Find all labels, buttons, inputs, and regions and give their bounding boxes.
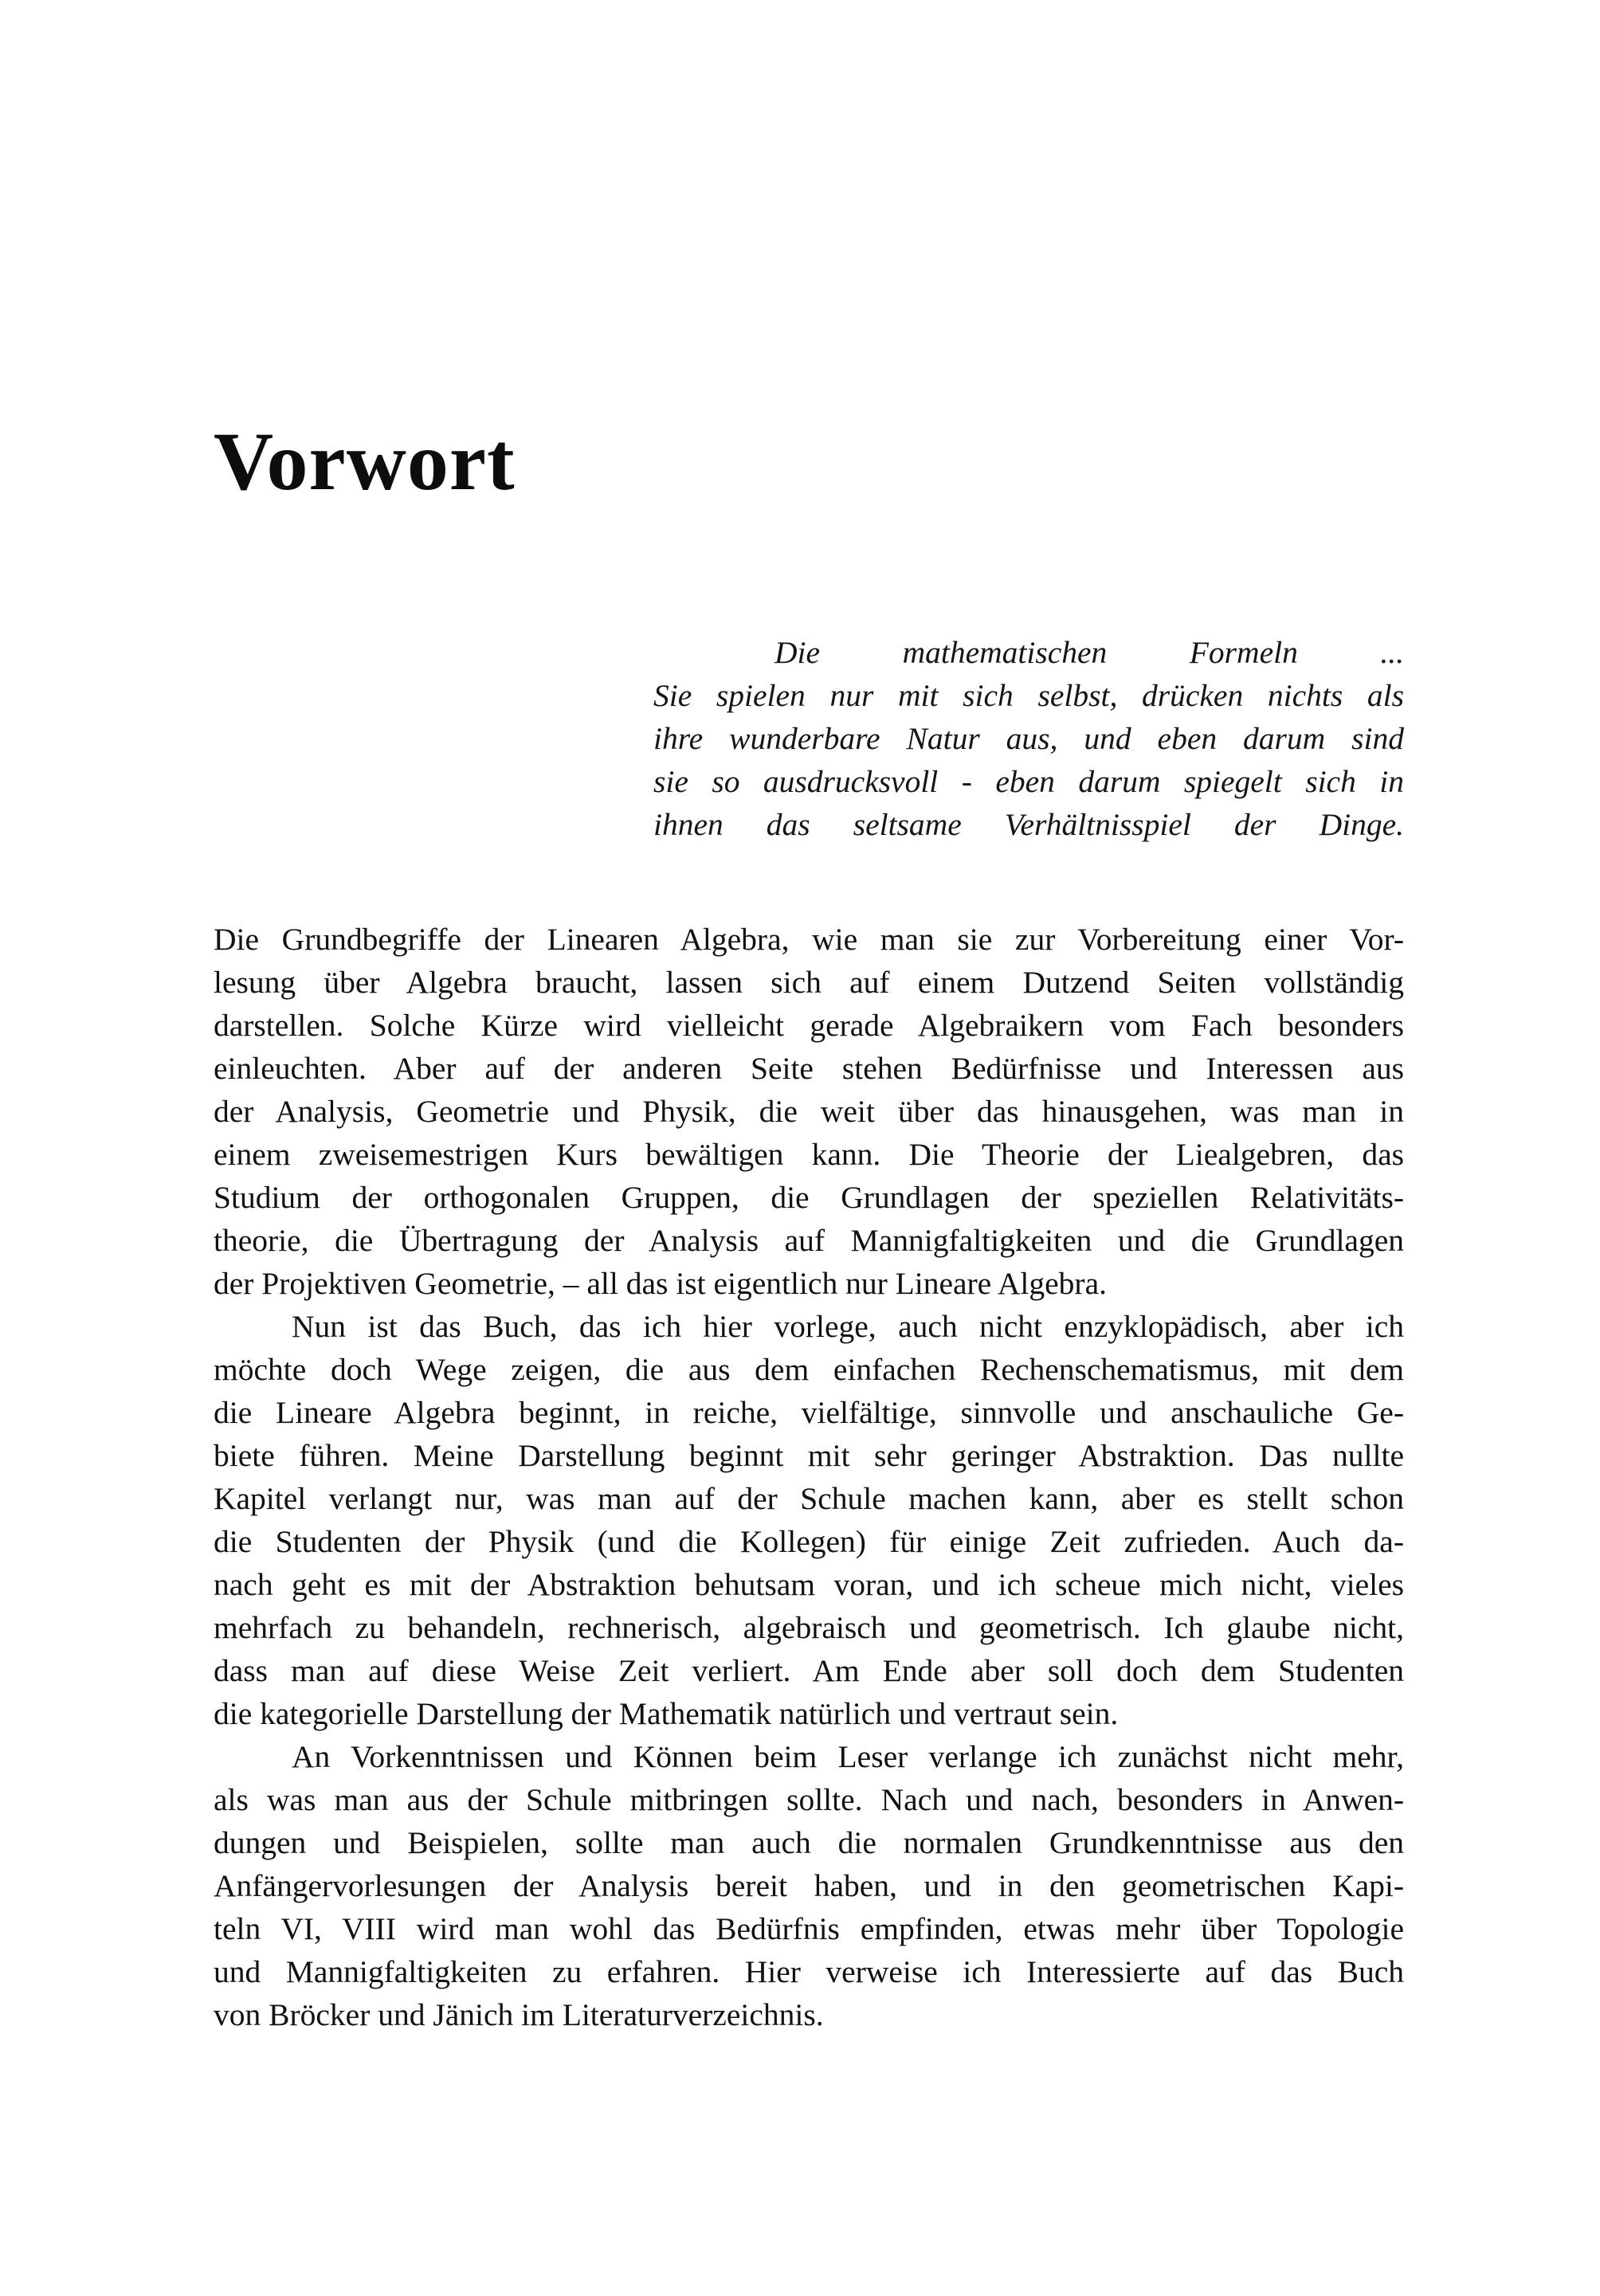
text-line: Studium der orthogonalen Gruppen, die Grundlagen der speziellen Relativitäts- xyxy=(214,1180,1404,1215)
text-line: theorie, die Übertragung der Analysis auf Mannigfaltigkeiten und die Grundlagen xyxy=(214,1223,1404,1258)
text-line: dungen und Beispielen, sollte man auch die normalen Grundkenntnisse aus den xyxy=(214,1825,1404,1860)
text-line: nach geht es mit der Abstraktion behutsam voran, und ich scheue mich nicht, vieles xyxy=(214,1567,1404,1602)
epigraph-line: Sie spielen nur mit sich selbst, drücken nichts als xyxy=(653,678,1404,713)
epigraph-line: ihnen das seltsame Verhältnisspiel der Dinge. xyxy=(653,807,1404,842)
text-line: dass man auf diese Weise Zeit verliert. Am Ende aber soll doch dem Studenten xyxy=(214,1653,1404,1688)
text-line: der Analysis, Geometrie und Physik, die weit über das hinausgehen, was man in xyxy=(214,1094,1404,1129)
epigraph xyxy=(653,631,1404,846)
epigraph-line: sie so ausdrucksvoll - eben darum spiegelt sich in xyxy=(653,764,1404,799)
text-line: die kategorielle Darstellung der Mathematik natürlich und vertraut sein. xyxy=(214,1696,1119,1731)
paragraph-2 xyxy=(214,1305,1404,1735)
text-line: einem zweisemestrigen Kurs bewältigen kann. Die Theorie der Liealgebren, das xyxy=(214,1137,1404,1172)
paragraph-1 xyxy=(214,918,1404,1305)
text-line: An Vorkenntnissen und Können beim Leser verlange ich zunächst nicht mehr, xyxy=(292,1739,1404,1774)
text-line: von Bröcker und Jänich im Literaturverzeichnis. xyxy=(214,1997,824,2032)
text-line: Die Grundbegriffe der Linearen Algebra, wie man sie zur Vorbereitung einer Vor- xyxy=(214,922,1404,957)
text-line: als was man aus der Schule mitbringen sollte. Nach und nach, besonders in Anwen- xyxy=(214,1782,1404,1817)
text-line: die Lineare Algebra beginnt, in reiche, vielfältige, sinnvolle und anschauliche Ge- xyxy=(214,1395,1404,1430)
text-line: biete führen. Meine Darstellung beginnt mit sehr geringer Abstraktion. Das nullte xyxy=(214,1438,1404,1473)
epigraph-line: Die mathematischen Formeln ... xyxy=(775,635,1404,670)
page-title: Vorwort xyxy=(214,416,516,507)
text-line: möchte doch Wege zeigen, die aus dem einfachen Rechenschematismus, mit dem xyxy=(214,1352,1404,1387)
text-line: die Studenten der Physik (und die Kollegen) für einige Zeit zufrieden. Auch da- xyxy=(214,1524,1404,1559)
text-line: Anfängervorlesungen der Analysis bereit haben, und in den geometrischen Kapi- xyxy=(214,1868,1404,1903)
text-line: und Mannigfaltigkeiten zu erfahren. Hier verweise ich Interessierte auf das Buch xyxy=(214,1954,1404,1989)
text-line: Kapitel verlangt nur, was man auf der Schule machen kann, aber es stellt schon xyxy=(214,1481,1404,1516)
text-line: lesung über Algebra braucht, lassen sich auf einem Dutzend Seiten vollständig xyxy=(214,965,1404,1000)
text-line: einleuchten. Aber auf der anderen Seite stehen Bedürfnisse und Interessen aus xyxy=(214,1051,1404,1086)
text-line: mehrfach zu behandeln, rechnerisch, algebraisch und geometrisch. Ich glaube nicht, xyxy=(214,1610,1404,1645)
text-line: der Projektiven Geometrie, – all das ist eigentlich nur Lineare Algebra. xyxy=(214,1266,1107,1301)
epigraph-line: ihre wunderbare Natur aus, und eben darum sind xyxy=(653,721,1404,756)
text-line: Nun ist das Buch, das ich hier vorlege, auch nicht enzyklopädisch, aber ich xyxy=(292,1309,1404,1344)
text-line: teln VI, VIII wird man wohl das Bedürfnis empfinden, etwas mehr über Topologie xyxy=(214,1911,1404,1946)
text-line: darstellen. Solche Kürze wird vielleicht gerade Algebraikern vom Fach besonders xyxy=(214,1008,1404,1043)
body-text xyxy=(214,918,1404,2036)
paragraph-3 xyxy=(214,1735,1404,2036)
